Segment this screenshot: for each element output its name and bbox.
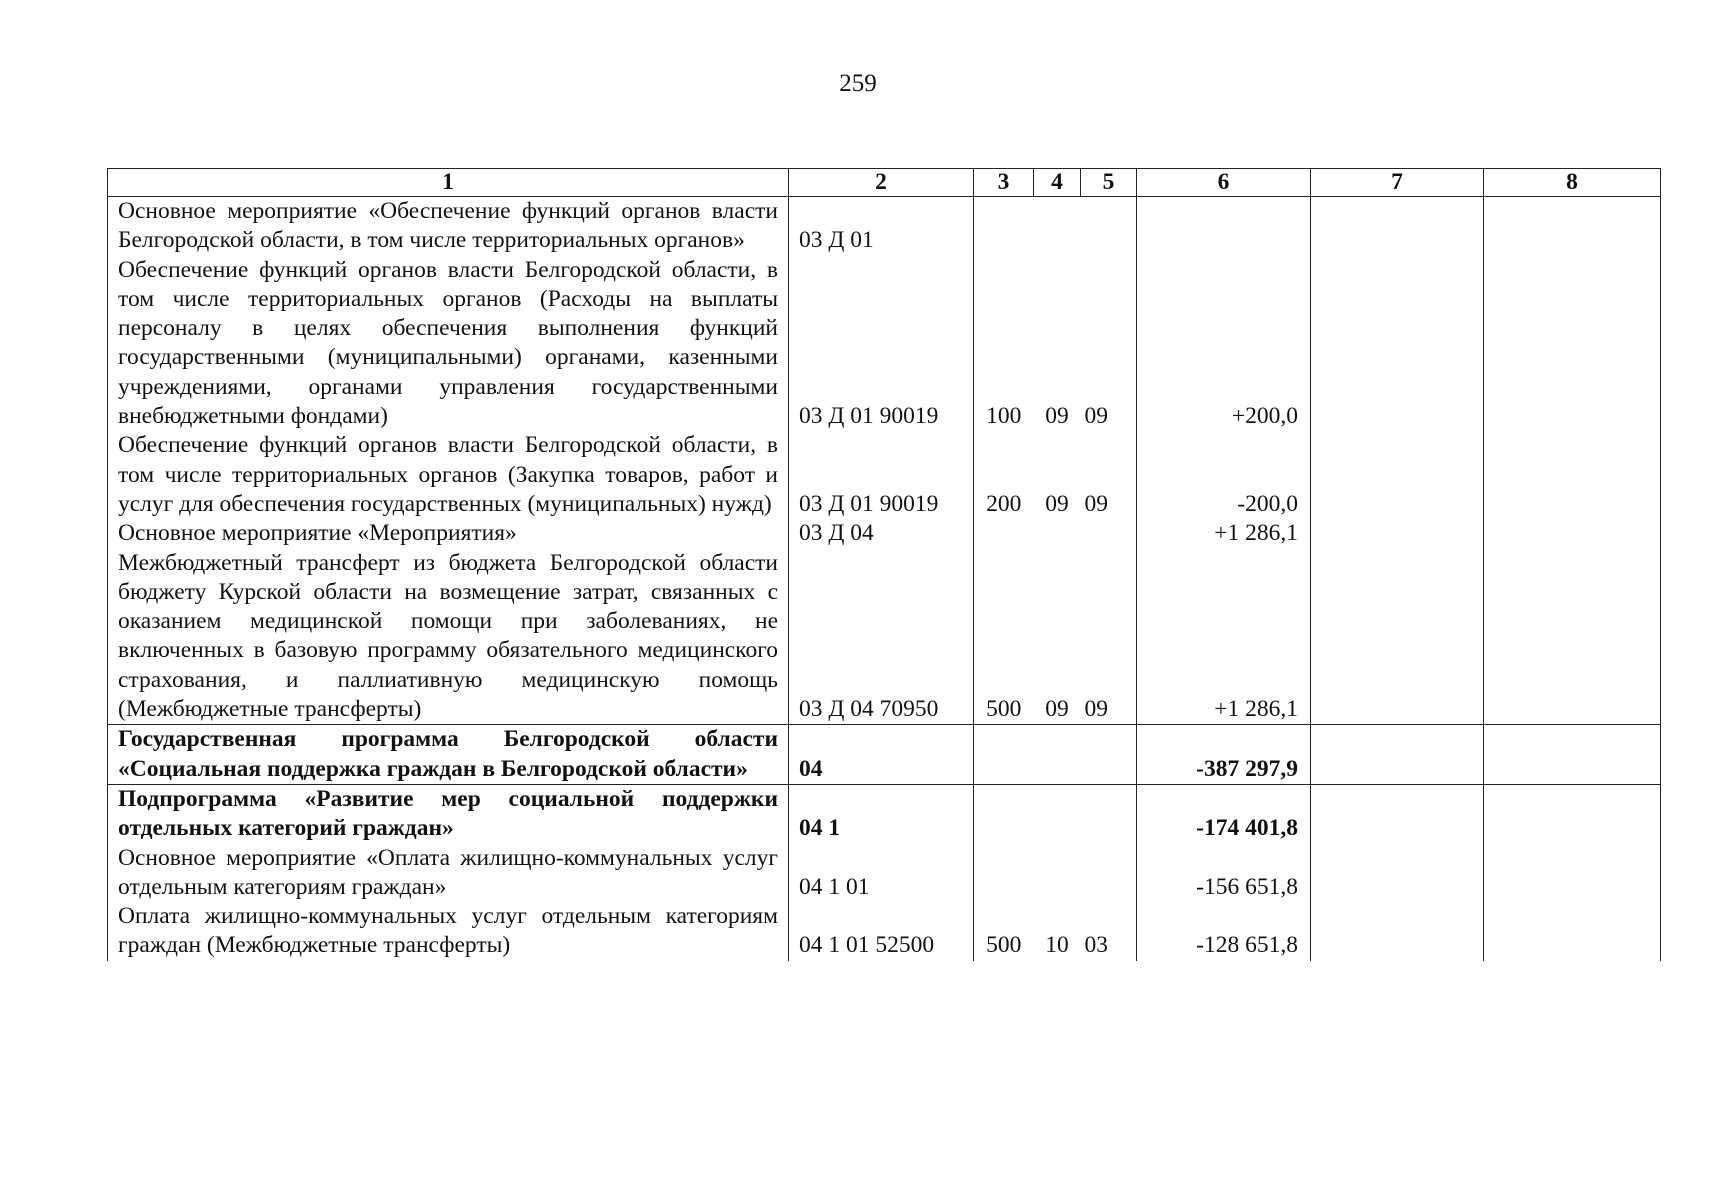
row-code: 03 Д 01 90019 bbox=[789, 256, 974, 432]
row-col8 bbox=[1484, 784, 1661, 843]
table-row bbox=[108, 519, 1661, 548]
row-col8 bbox=[1484, 844, 1661, 903]
row-col4 bbox=[1034, 197, 1081, 256]
column-header-8: 8 bbox=[1484, 169, 1661, 197]
table-row bbox=[108, 902, 1661, 961]
row-col7 bbox=[1311, 844, 1484, 903]
row-amount: -174 401,8 bbox=[1137, 784, 1311, 843]
row-amount: +1 286,1 bbox=[1137, 549, 1311, 725]
page-number: 259 bbox=[839, 70, 877, 97]
row-col7 bbox=[1311, 256, 1484, 432]
row-amount: -200,0 bbox=[1137, 431, 1311, 519]
row-col4 bbox=[1034, 844, 1081, 903]
table-row bbox=[108, 256, 1661, 432]
row-col7 bbox=[1311, 725, 1484, 785]
row-col5: 03 bbox=[1081, 902, 1137, 961]
row-col5: 09 bbox=[1081, 256, 1137, 432]
row-col8 bbox=[1484, 725, 1661, 785]
row-col8 bbox=[1484, 902, 1661, 961]
row-col5 bbox=[1081, 519, 1137, 548]
column-header-5: 5 bbox=[1081, 169, 1137, 197]
row-amount: +1 286,1 bbox=[1137, 519, 1311, 548]
header-row bbox=[108, 169, 1661, 197]
row-amount: -156 651,8 bbox=[1137, 844, 1311, 903]
row-code: 03 Д 04 70950 bbox=[789, 549, 974, 725]
row-name: Обеспечение функций органов власти Белгородской области, в том числе территориальных органов (Закупка товаров, работ и услуг для обеспечения государственных (муниципальных) нужд) bbox=[108, 431, 789, 519]
row-amount: +200,0 bbox=[1137, 256, 1311, 432]
row-code: 04 1 bbox=[789, 784, 974, 843]
row-col4: 09 bbox=[1045, 490, 1069, 517]
row-col3 bbox=[974, 725, 1034, 785]
row-col3 bbox=[974, 844, 1034, 903]
row-col5 bbox=[1081, 197, 1137, 256]
row-col3: 500 bbox=[974, 902, 1034, 961]
row-col5: 09 bbox=[1081, 431, 1137, 519]
row-col7 bbox=[1311, 784, 1484, 843]
row-col3 bbox=[974, 519, 1034, 548]
row-col7 bbox=[1311, 902, 1484, 961]
row-col7 bbox=[1311, 197, 1484, 256]
row-amount: -387 297,9 bbox=[1137, 725, 1311, 785]
row-col8 bbox=[1484, 431, 1661, 519]
row-name: Основное мероприятие «Оплата жилищно-коммунальных услуг отдельным категориям граждан» bbox=[108, 844, 789, 903]
row-col8 bbox=[1484, 549, 1661, 725]
table-row-program bbox=[108, 725, 1661, 785]
column-header-4: 4 bbox=[1034, 169, 1081, 197]
row-col8 bbox=[1484, 256, 1661, 432]
row-col8 bbox=[1484, 197, 1661, 256]
row-col4 bbox=[1034, 725, 1081, 785]
row-name: Государственная программа Белгородской области «Социальная поддержка граждан в Белгородской области» bbox=[108, 725, 789, 785]
row-col5 bbox=[1081, 844, 1137, 903]
row-col7 bbox=[1311, 549, 1484, 725]
row-amount bbox=[1137, 197, 1311, 256]
row-col3 bbox=[974, 784, 1034, 843]
row-code: 04 1 01 bbox=[789, 844, 974, 903]
row-col7 bbox=[1311, 431, 1484, 519]
row-col4: 10 bbox=[1045, 932, 1069, 959]
row-col3: 200 bbox=[974, 431, 1034, 519]
row-code: 04 bbox=[789, 725, 974, 785]
row-name: Межбюджетный трансферт из бюджета Белгородской области бюджету Курской области на возмещение затрат, связанных с оказанием медицинской помощи при заболеваниях, не включенных в базовую программу обязательного медицинского страхования, и паллиативную медицинскую помощь (Межбюджетные трансферты) bbox=[108, 549, 789, 725]
row-col5 bbox=[1081, 725, 1137, 785]
column-header-7: 7 bbox=[1311, 169, 1484, 197]
column-header-6: 6 bbox=[1137, 169, 1311, 197]
row-code: 03 Д 01 bbox=[789, 197, 974, 256]
table-row bbox=[108, 197, 1661, 256]
row-col4 bbox=[1034, 784, 1081, 843]
row-col8 bbox=[1484, 519, 1661, 548]
table-row bbox=[108, 844, 1661, 903]
row-col5 bbox=[1081, 784, 1137, 843]
row-col5: 09 bbox=[1081, 549, 1137, 725]
row-col3: 500 bbox=[974, 549, 1034, 725]
table-row bbox=[108, 549, 1661, 725]
row-code: 03 Д 04 bbox=[789, 519, 974, 548]
table-row-subprogram bbox=[108, 784, 1661, 843]
row-code: 03 Д 01 90019 bbox=[789, 431, 974, 519]
row-col4: 09 bbox=[1045, 403, 1069, 430]
row-col4 bbox=[1034, 519, 1081, 548]
row-amount: -128 651,8 bbox=[1137, 902, 1311, 961]
row-name: Основное мероприятие «Обеспечение функций органов власти Белгородской области, в том числе территориальных органов» bbox=[108, 197, 789, 256]
row-name: Обеспечение функций органов власти Белгородской области, в том числе территориальных органов (Расходы на выплаты персоналу в целях обеспечения выполнения функций государственными (муниципальными) органами, казенными учреждениями, органами управления государственными внебюджетными фондами) bbox=[108, 256, 789, 432]
column-header-2: 2 bbox=[789, 169, 974, 197]
table-row bbox=[108, 431, 1661, 519]
row-col7 bbox=[1311, 519, 1484, 548]
row-col3 bbox=[974, 197, 1034, 256]
column-header-3: 3 bbox=[974, 169, 1034, 197]
row-name: Оплата жилищно-коммунальных услуг отдельным категориям граждан (Межбюджетные трансферты) bbox=[108, 902, 789, 961]
row-name: Основное мероприятие «Мероприятия» bbox=[108, 519, 789, 548]
column-header-1: 1 bbox=[108, 169, 789, 197]
row-col3: 100 bbox=[974, 256, 1034, 432]
row-name: Подпрограмма «Развитие мер социальной поддержки отдельных категорий граждан» bbox=[108, 784, 789, 843]
row-col4: 09 bbox=[1045, 696, 1069, 723]
budget-table bbox=[107, 168, 1661, 961]
row-code: 04 1 01 52500 bbox=[789, 902, 974, 961]
